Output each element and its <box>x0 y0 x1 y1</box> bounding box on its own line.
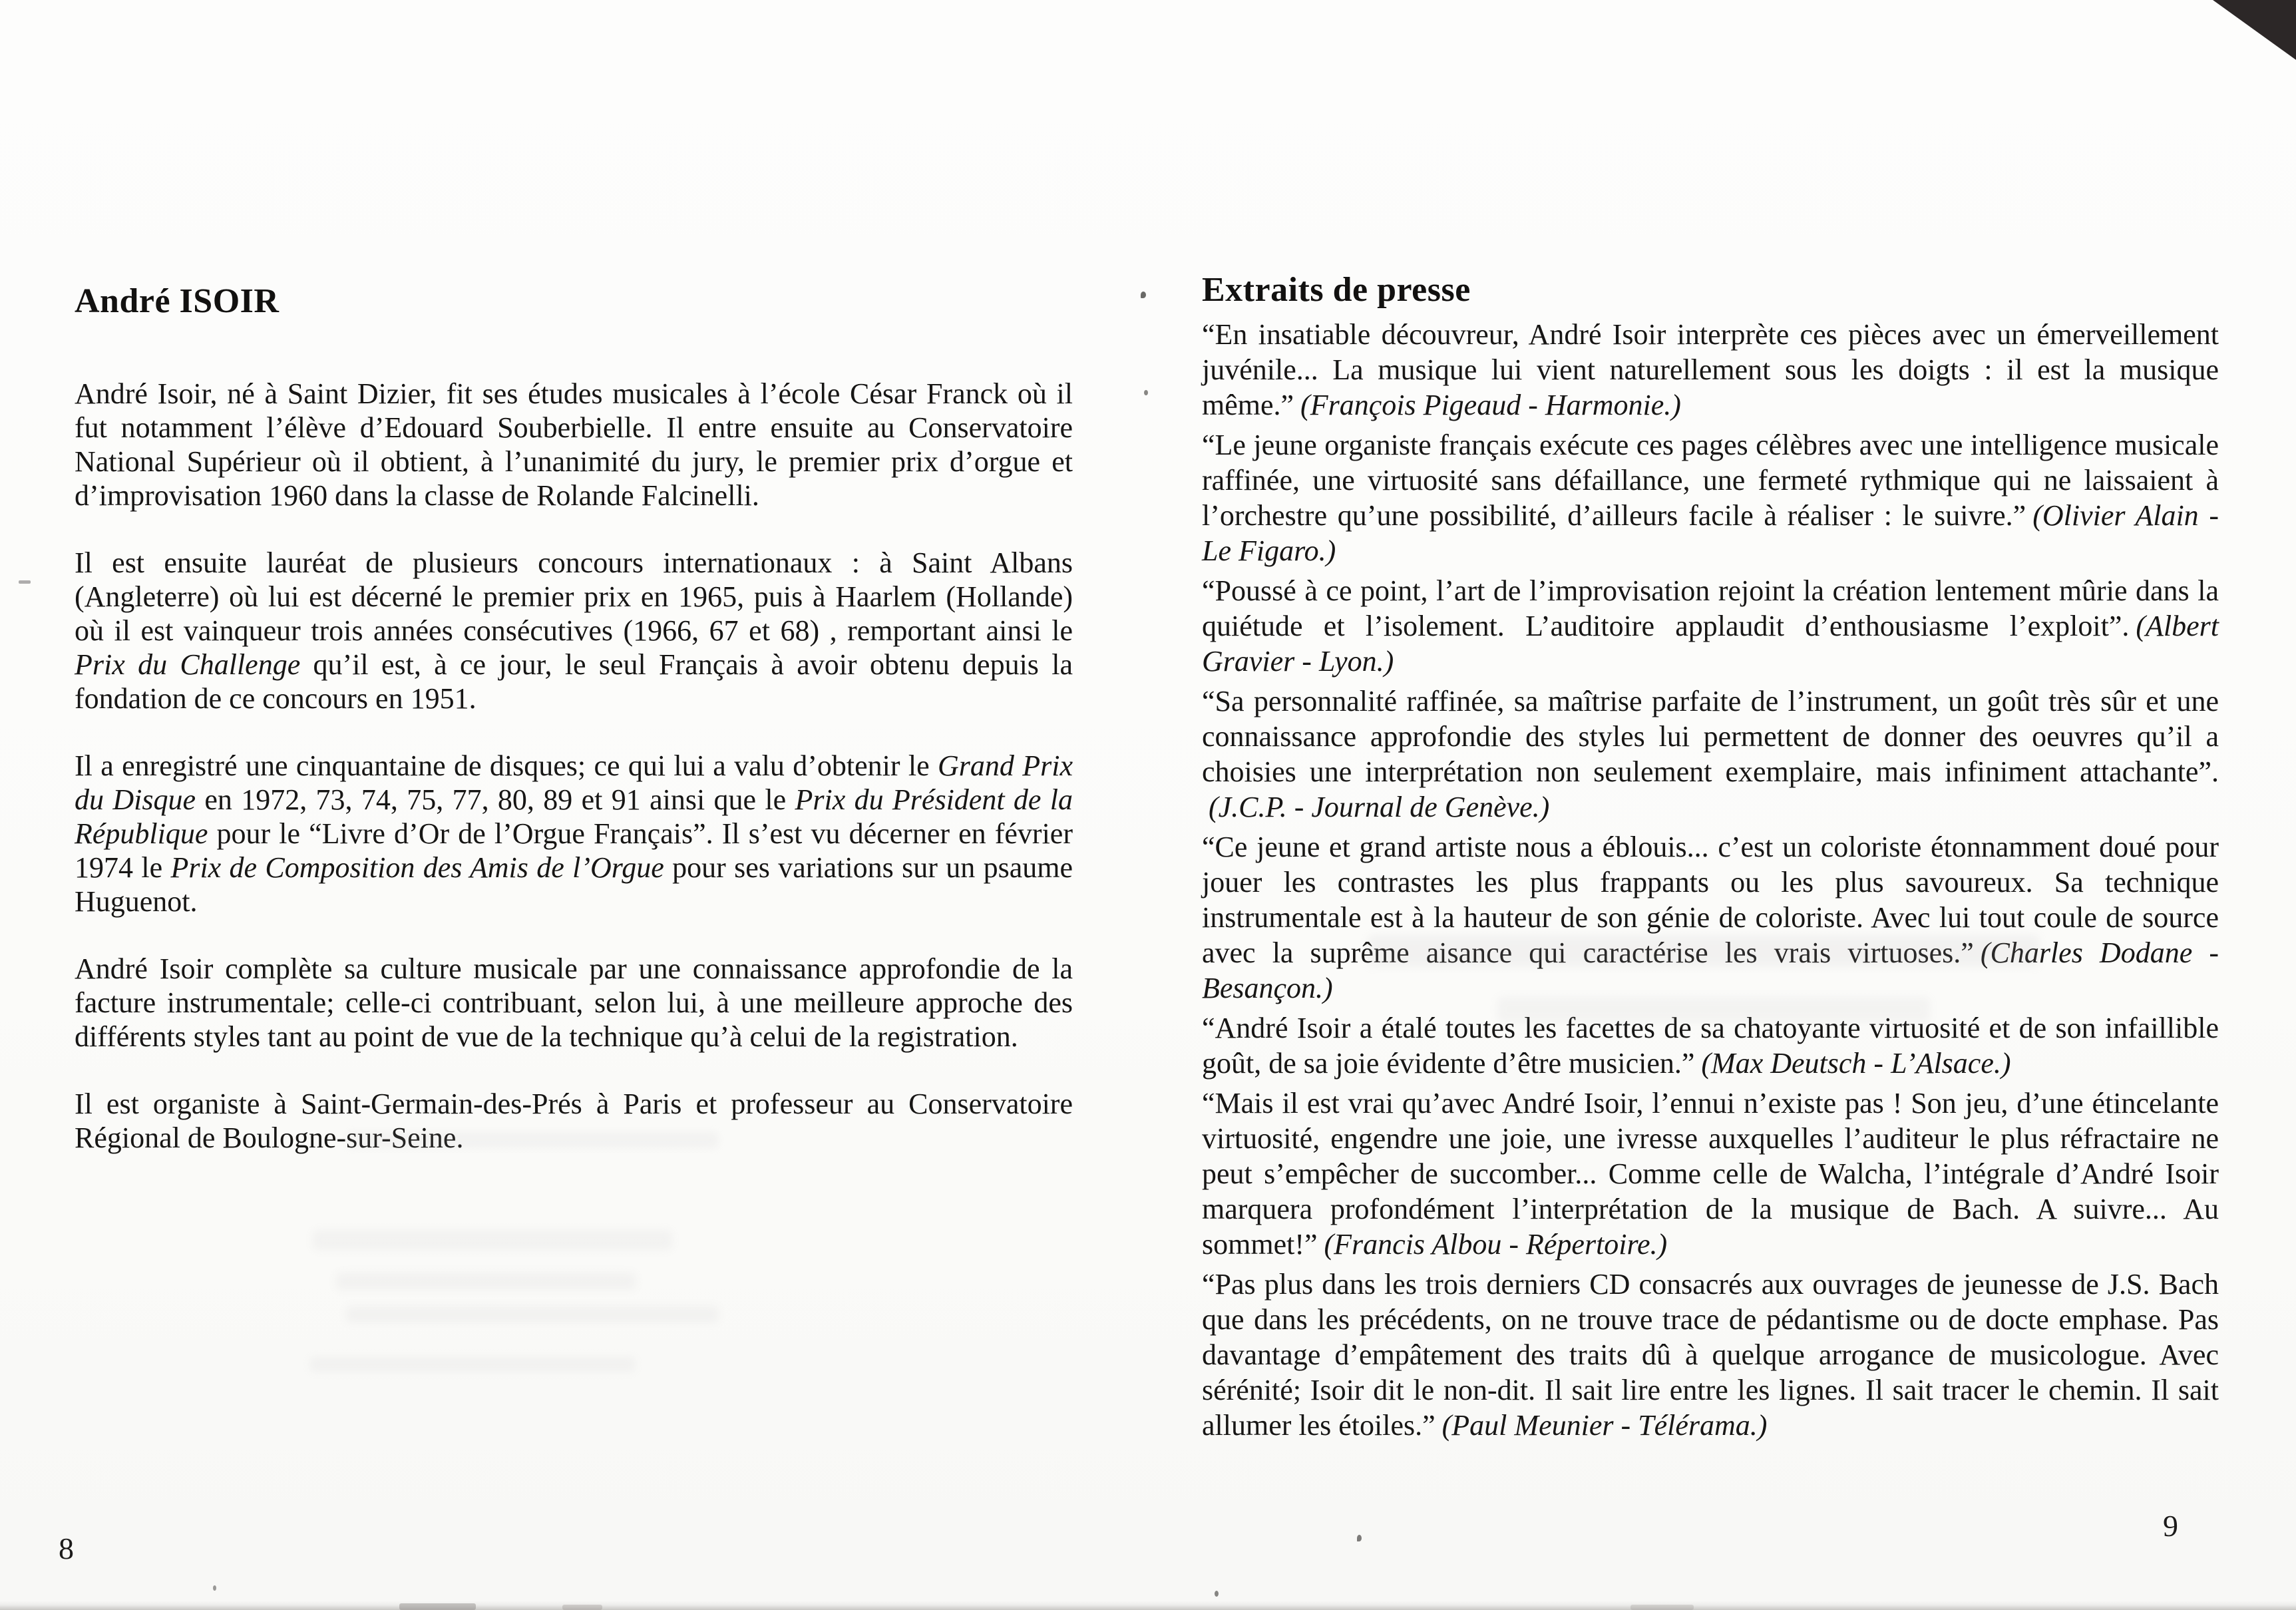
scan-bottom-edge-noise <box>0 1601 2296 1610</box>
scan-speck <box>213 1585 216 1591</box>
bio-paragraph-3-text: pour ses variations sur un psaume Huguenot. <box>75 851 1073 918</box>
bleed-through-ghost <box>346 1306 719 1323</box>
bleed-through-ghost <box>313 1230 672 1250</box>
quote-text: “Mais il est vrai qu’avec André Isoir, l’ennui n’existe pas ! Son jeu, d’une étincelante virtuosité, engendre une joie, une ivresse auxquelles l’auditeur le plus réfractaire ne peut s’empêcher de succomber... Comme celle de Walcha, l’intégrale d’André Isoir marquera profondément l’interprétation de la musique de Bach. A suivre... Au sommet!” <box>1202 1087 2219 1261</box>
press-quote-4 <box>1202 684 2219 825</box>
press-quote-5 <box>1202 829 2219 1006</box>
scan-speck <box>1141 292 1146 298</box>
press-quote-2 <box>1202 427 2219 568</box>
prize-name-italic: Prix de Composition des Amis de l’Orgue <box>170 851 664 884</box>
quote-source: (Olivier Alain - Le Figaro.) <box>1202 499 2219 567</box>
quote-source: (Max Deutsch - L’Alsace.) <box>1701 1047 2011 1080</box>
bio-paragraph-3 <box>75 749 1073 918</box>
scan-speck <box>1215 1591 1219 1597</box>
quote-source: (François Pigeaud - Harmonie.) <box>1300 389 1681 421</box>
bio-paragraph-3-text: Il a enregistré une cinquantaine de disques; ce qui lui a valu d’obtenir le <box>75 749 938 782</box>
bio-paragraph-3-text: pour le “Livre d’Or de l’Orgue Français”. Il s’est vu décerner en février 1974 le <box>75 817 1073 884</box>
page-number-right: 9 <box>2163 1509 2178 1543</box>
quote-source: (Charles Dodane - Besançon.) <box>1202 936 2219 1004</box>
bio-paragraph-2 <box>75 546 1073 715</box>
bleed-through-ghost <box>1368 935 2040 967</box>
bleed-through-ghost <box>346 1131 719 1149</box>
press-quote-3 <box>1202 573 2219 679</box>
press-heading: Extraits de presse <box>1202 271 1471 309</box>
scan-smudge <box>562 1605 602 1610</box>
bleed-through-ghost <box>336 1273 636 1290</box>
quote-source: (Albert Gravier - Lyon.) <box>1202 610 2219 678</box>
page-number-left: 8 <box>59 1531 74 1565</box>
press-quote-7 <box>1202 1086 2219 1262</box>
quote-text: “Ce jeune et grand artiste nous a éblouis... c’est un coloriste étonnamment doué pour jouer les contrastes les plus frappants ou les plus savoureux. Sa technique instrumentale est à la hauteur de son génie de coloriste. Avec lui tout coule de source avec la suprême aisance qui caractérise les vrais virtuoses.” <box>1202 831 2219 969</box>
scan-speck <box>19 580 31 584</box>
scan-smudge <box>399 1603 476 1610</box>
press-quote-8 <box>1202 1267 2219 1443</box>
bleed-through-ghost <box>1497 997 1930 1022</box>
right-page-press <box>1202 272 2219 1448</box>
scan-corner-shadow <box>2213 0 2296 60</box>
quote-text: “Le jeune organiste français exécute ces pages célèbres avec une intelligence musicale raffinée, une virtuosité sans défaillance, une fermeté rythmique qui ne laissaient à l’orchestre qu’une possibilité, d’ailleurs facile à réaliser : le suivre.” <box>1202 429 2219 532</box>
quote-text: “Sa personnalité raffinée, sa maîtrise parfaite de l’instrument, un goût très sûr et une connaissance approfondie des styles lui permettent de donner des oeuvres qu’il a choisies une interprétation non seulement exemplaire, mais infiniment attachante”. <box>1202 685 2219 788</box>
bio-paragraph-2-text: qu’il est, à ce jour, le seul Français à avoir obtenu depuis la fondation de ce concours en 1951. <box>75 648 1073 715</box>
bleed-through-ghost <box>309 1356 636 1372</box>
quote-source: (Francis Albou - Répertoire.) <box>1324 1228 1668 1261</box>
scan-smudge <box>1630 1605 1694 1610</box>
scan-speck <box>1357 1535 1362 1541</box>
quote-source: (J.C.P. - Journal de Genève.) <box>1209 791 1550 823</box>
bio-paragraph-5: Il est organiste à Saint-Germain-des-Prés à Paris et professeur au Conservatoire Régional de Boulogne-sur-Seine. <box>75 1088 1073 1154</box>
prize-name-italic: Prix du Challenge <box>75 648 301 681</box>
bio-heading: André ISOIR <box>75 282 280 320</box>
quote-text: “En insatiable découvreur, André Isoir interprète ces pièces avec un émerveillement juvénile... La musique lui vient naturellement sous les doigts : il est la musique même.” <box>1202 318 2219 421</box>
bio-paragraph-2-text: Il est ensuite lauréat de plusieurs concours internationaux : à Saint Albans (Angleterre) où lui est décerné le premier prix en 1965, puis à Haarlem (Hollande) où il est vainqueur trois années consécutives (1966, 67 et 68) , remportant ainsi le <box>75 546 1073 647</box>
bio-paragraph-1: André Isoir, né à Saint Dizier, fit ses études musicales à l’école César Franck où il fut notamment l’élève d’Edouard Souberbielle. Il entre ensuite au Conservatoire National Supérieur où il obtient, à l’unanimité du jury, le premier prix d’orgue et d’improvisation 1960 dans la classe de Rolande Falcinelli. <box>75 377 1073 512</box>
quote-text: “Pas plus dans les trois derniers CD consacrés aux ouvrages de jeunesse de J.S. Bach que dans les précédents, on ne trouve trace de pédantisme ou de docte emphase. Pas davantage d’empâtement des traits dû à quelque arrogance de musicologue. Avec sérénité; Isoir dit le non-dit. Il sait lire entre les lignes. Il sait tracer le chemin. Il sait allumer les étoiles.” <box>1202 1268 2219 1442</box>
quote-source: (Paul Meunier - Télérama.) <box>1441 1409 1768 1442</box>
prize-name-italic: Grand Prix du Disque <box>75 749 1073 816</box>
prize-name-italic: Prix du Président de la République <box>75 783 1073 850</box>
scan-speck <box>1144 390 1148 395</box>
left-page-biography <box>75 282 1073 1188</box>
quote-text: “André Isoir a étalé toutes les facettes de sa chatoyante virtuosité et de son infaillible goût, de sa joie évidente d’être musicien.” <box>1202 1012 2219 1080</box>
quote-text: “Poussé à ce point, l’art de l’improvisation rejoint la création lentement mûrie dans la quiétude et l’isolement. L’auditoire applaudit d’enthousiasme l’exploit”. <box>1202 574 2219 642</box>
bio-paragraph-4: André Isoir complète sa culture musicale par une connaissance approfondie de la facture instrumentale; celle-ci contribuant, selon lui, à une meilleure approche des différents styles tant au point de vue de la technique qu’à celui de la registration. <box>75 952 1073 1053</box>
press-quote-1 <box>1202 317 2219 423</box>
bio-paragraph-3-text: en 1972, 73, 74, 75, 77, 80, 89 et 91 ainsi que le <box>196 783 795 816</box>
